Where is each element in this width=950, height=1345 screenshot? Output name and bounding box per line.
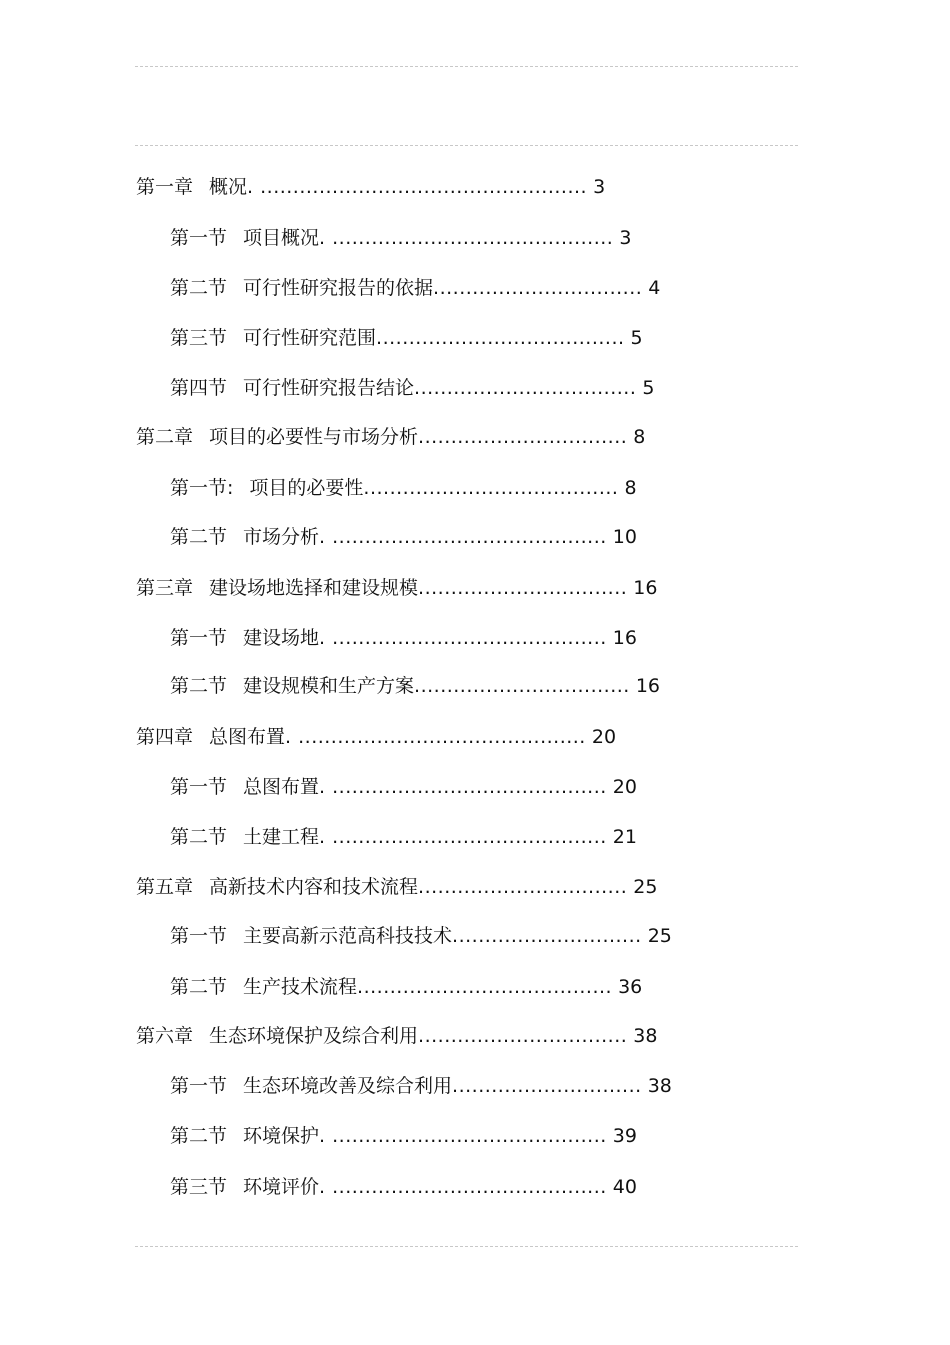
toc-entry-page: 16 <box>633 577 658 599</box>
toc-entry-number: 第一节 <box>170 627 228 649</box>
toc-entry-page: 3 <box>619 227 632 249</box>
toc-entry-number: 第六章 <box>136 1025 194 1047</box>
toc-entry-title: 市场分析 <box>243 526 320 548</box>
toc-entry-number: 第一节 <box>170 1075 228 1097</box>
toc-entry-title: 项目的必要性与市场分析 <box>209 426 419 448</box>
footer-rule <box>135 1246 798 1247</box>
toc-entry-page: 40 <box>612 1176 637 1198</box>
toc-entry-number: 第一节 <box>170 776 228 798</box>
toc-entry-page: 4 <box>648 277 661 299</box>
toc-entry[interactable] <box>136 875 657 899</box>
toc-entry-page: 25 <box>647 925 672 947</box>
toc-entry-number: 第四节 <box>170 377 228 399</box>
toc-entry-number: 第二节 <box>170 526 228 548</box>
toc-entry-page: 8 <box>633 426 646 448</box>
toc-entry-title: 可行性研究报告的依据 <box>243 277 434 299</box>
toc-entry-number: 第二节 <box>170 675 228 697</box>
toc-entry[interactable] <box>170 924 672 948</box>
toc-entry-title: 项目的必要性 <box>249 477 364 499</box>
toc-entry-title: 主要高新示范高科技技术 <box>243 925 453 947</box>
toc-entry-leader: ................................ <box>433 277 643 299</box>
toc-entry-page: 3 <box>593 176 606 198</box>
toc-entry-leader: ....................................... <box>363 477 619 499</box>
toc-entry-title: 可行性研究范围 <box>243 327 377 349</box>
toc-entry-number: 第三节 <box>170 1176 228 1198</box>
toc-entry-number: 第一章 <box>136 176 194 198</box>
toc-entry-title: 可行性研究报告结论 <box>243 377 415 399</box>
toc-entry-number: 第二节 <box>170 826 228 848</box>
toc-entry-number: 第一节 <box>170 227 228 249</box>
toc-entry-title: 建设场地选择和建设规模 <box>209 577 419 599</box>
toc-entry-leader: .................................. <box>414 377 637 399</box>
toc-entry-title: 建设场地 <box>243 627 320 649</box>
toc-entry-leader: . .......................................... <box>319 776 607 798</box>
toc-entry[interactable] <box>136 1024 657 1048</box>
toc-entry-page: 36 <box>618 976 643 998</box>
toc-entry[interactable] <box>170 1124 637 1148</box>
toc-entry-page: 8 <box>624 477 637 499</box>
toc-entry[interactable] <box>136 725 616 749</box>
toc-entry[interactable] <box>170 476 637 500</box>
toc-entry-leader: ................................. <box>414 675 630 697</box>
toc-entry-number: 第二节 <box>170 976 228 998</box>
toc-entry-title: 土建工程 <box>243 826 320 848</box>
toc-entry-leader: . ............................................ <box>285 726 586 748</box>
toc-entry-number: 第一节 <box>170 925 228 947</box>
toc-entry-page: 5 <box>630 327 643 349</box>
toc-entry-page: 20 <box>591 726 617 748</box>
toc-entry-title: 项目概况 <box>243 227 320 249</box>
toc-entry-page: 20 <box>612 776 637 798</box>
toc-entry-leader: . .......................................... <box>319 826 607 848</box>
toc-entry-leader: ................................ <box>418 577 628 599</box>
toc-entry-page: 39 <box>612 1125 637 1147</box>
toc-entry-leader: . .......................................... <box>319 526 607 548</box>
toc-entry-number: 第五章 <box>136 876 194 898</box>
toc-entry-title: 生产技术流程 <box>243 976 358 998</box>
toc-entry[interactable] <box>136 175 605 199</box>
toc-entry[interactable] <box>170 825 637 849</box>
toc-entry[interactable] <box>170 376 654 400</box>
toc-entry-leader: . .................................................. <box>247 176 588 198</box>
toc-entry-leader: ............................. <box>452 925 642 947</box>
toc-entry-number: 第一节: <box>170 477 234 499</box>
toc-entry[interactable] <box>170 1175 637 1199</box>
toc-entry[interactable] <box>170 975 642 999</box>
toc-entry-title: 总图布置 <box>243 776 320 798</box>
toc-entry-title: 生态环境改善及综合利用 <box>243 1075 453 1097</box>
toc-entry-leader: ................................ <box>418 876 628 898</box>
toc-entry[interactable] <box>170 226 631 250</box>
toc-entry-number: 第二章 <box>136 426 194 448</box>
toc-entry-leader: ............................. <box>452 1075 642 1097</box>
toc-entry-title: 生态环境保护及综合利用 <box>209 1025 419 1047</box>
toc-entry-leader: . .......................................... <box>319 1125 607 1147</box>
toc-entry-number: 第三节 <box>170 327 228 349</box>
toc-entry-title: 环境保护 <box>243 1125 320 1147</box>
toc-entry-leader: ....................................... <box>357 976 613 998</box>
toc-entry-leader: . .......................................... <box>319 627 607 649</box>
toc-entry[interactable] <box>170 525 637 549</box>
toc-entry-page: 5 <box>642 377 655 399</box>
toc-entry[interactable] <box>170 326 643 350</box>
toc-entry[interactable] <box>170 674 660 698</box>
toc-entry-title: 总图布置 <box>209 726 286 748</box>
toc-entry[interactable] <box>170 626 637 650</box>
toc-entry-page: 25 <box>633 876 658 898</box>
toc-entry-leader: ...................................... <box>376 327 625 349</box>
toc-entry[interactable] <box>136 425 645 449</box>
toc-entry-number: 第四章 <box>136 726 194 748</box>
toc-entry-title: 环境评价 <box>243 1176 320 1198</box>
toc-entry[interactable] <box>170 1074 672 1098</box>
toc-entry-number: 第三章 <box>136 577 194 599</box>
toc-entry-title: 高新技术内容和技术流程 <box>209 876 419 898</box>
toc-entry[interactable] <box>136 576 657 600</box>
toc-entry-page: 21 <box>612 826 637 848</box>
toc-entry-page: 16 <box>635 675 661 697</box>
toc-entry[interactable] <box>170 276 660 300</box>
toc-entry-leader: . ........................................... <box>319 227 614 249</box>
toc-entry-page: 38 <box>633 1025 658 1047</box>
toc-entry-title: 建设规模和生产方案 <box>243 675 415 697</box>
toc-entry[interactable] <box>170 775 637 799</box>
toc-entry-leader: ................................ <box>418 1025 628 1047</box>
toc-entry-number: 第二节 <box>170 277 228 299</box>
toc-entry-number: 第二节 <box>170 1125 228 1147</box>
toc-entry-title: 概况 <box>209 176 248 198</box>
toc-entry-page: 38 <box>647 1075 672 1097</box>
toc-entry-page: 16 <box>612 627 637 649</box>
toc-entry-leader: . .......................................... <box>319 1176 607 1198</box>
toc-entry-page: 10 <box>612 526 637 548</box>
toc-entry-leader: ................................ <box>418 426 628 448</box>
